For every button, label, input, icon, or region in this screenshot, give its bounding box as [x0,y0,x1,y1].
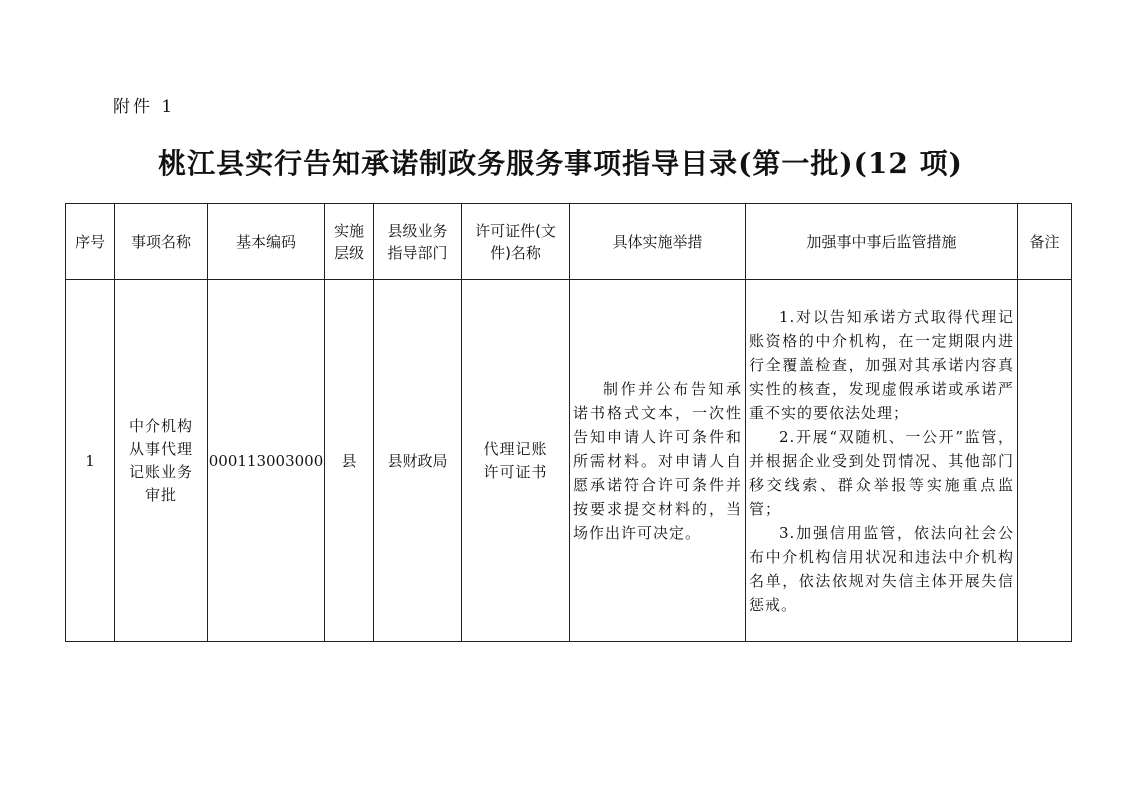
header-dept-line1: 县级业务 [387,221,448,240]
cell-license [462,280,570,642]
supervision-item-3: 3.加强信用监管，依法向社会公布中介机构信用状况和违法中介机构名单，依法依规对失信主体开展失信惩戒。 [749,523,1014,614]
attachment-label: 附件 1 [113,97,176,117]
header-license [462,204,570,280]
name-line: 记账业务 [128,462,193,481]
name-line: 从事代理 [128,439,193,458]
name-line: 中介机构 [128,416,193,435]
header-supervision: 加强事中事后监管措施 [746,204,1018,280]
license-line: 代理记账 [483,439,548,458]
cell-seq: 1 [66,280,115,642]
license-line: 许可证书 [483,462,548,481]
header-dept-line2: 指导部门 [387,243,448,262]
header-remarks: 备注 [1018,204,1072,280]
header-seq: 序号 [66,204,115,280]
header-dept [374,204,462,280]
table-header-row [66,204,1072,280]
header-level-line2: 层级 [333,243,364,262]
header-level [325,204,374,280]
header-license-line2: 件)名称 [490,243,541,262]
catalog-table [65,203,1072,642]
name-line: 审批 [144,485,177,504]
header-code: 基本编码 [208,204,325,280]
cell-remarks [1018,280,1072,642]
header-name: 事项名称 [115,204,208,280]
cell-supervision [746,280,1018,642]
cell-name [115,280,208,642]
header-level-line1: 实施 [333,221,364,240]
supervision-item-2: 2.开展“双随机、一公开”监管，并根据企业受到处罚情况、其他部门移交线索、群众举报等实施重点监管； [749,427,1014,518]
cell-measures [570,280,746,642]
cell-code: 000113003000 [208,280,325,642]
header-license-line1: 许可证件(文 [475,221,556,240]
table-row [66,280,1072,642]
cell-dept: 县财政局 [374,280,462,642]
measures-text: 制作并公布告知承诺书格式文本，一次性告知申请人许可条件和所需材料。对申请人自愿承诺符合许可条件并按要求提交材料的，当场作出许可决定。 [573,379,742,542]
cell-level: 县 [325,280,374,642]
document-title: 桃江县实行告知承诺制政务服务事项指导目录(第一批)(12 项) [158,147,963,180]
header-measures: 具体实施举措 [570,204,746,280]
supervision-item-1: 1.对以告知承诺方式取得代理记账资格的中介机构，在一定期限内进行全覆盖检查，加强对其承诺内容真实性的核查，发现虚假承诺或承诺严重不实的要依法处理； [749,307,1014,422]
